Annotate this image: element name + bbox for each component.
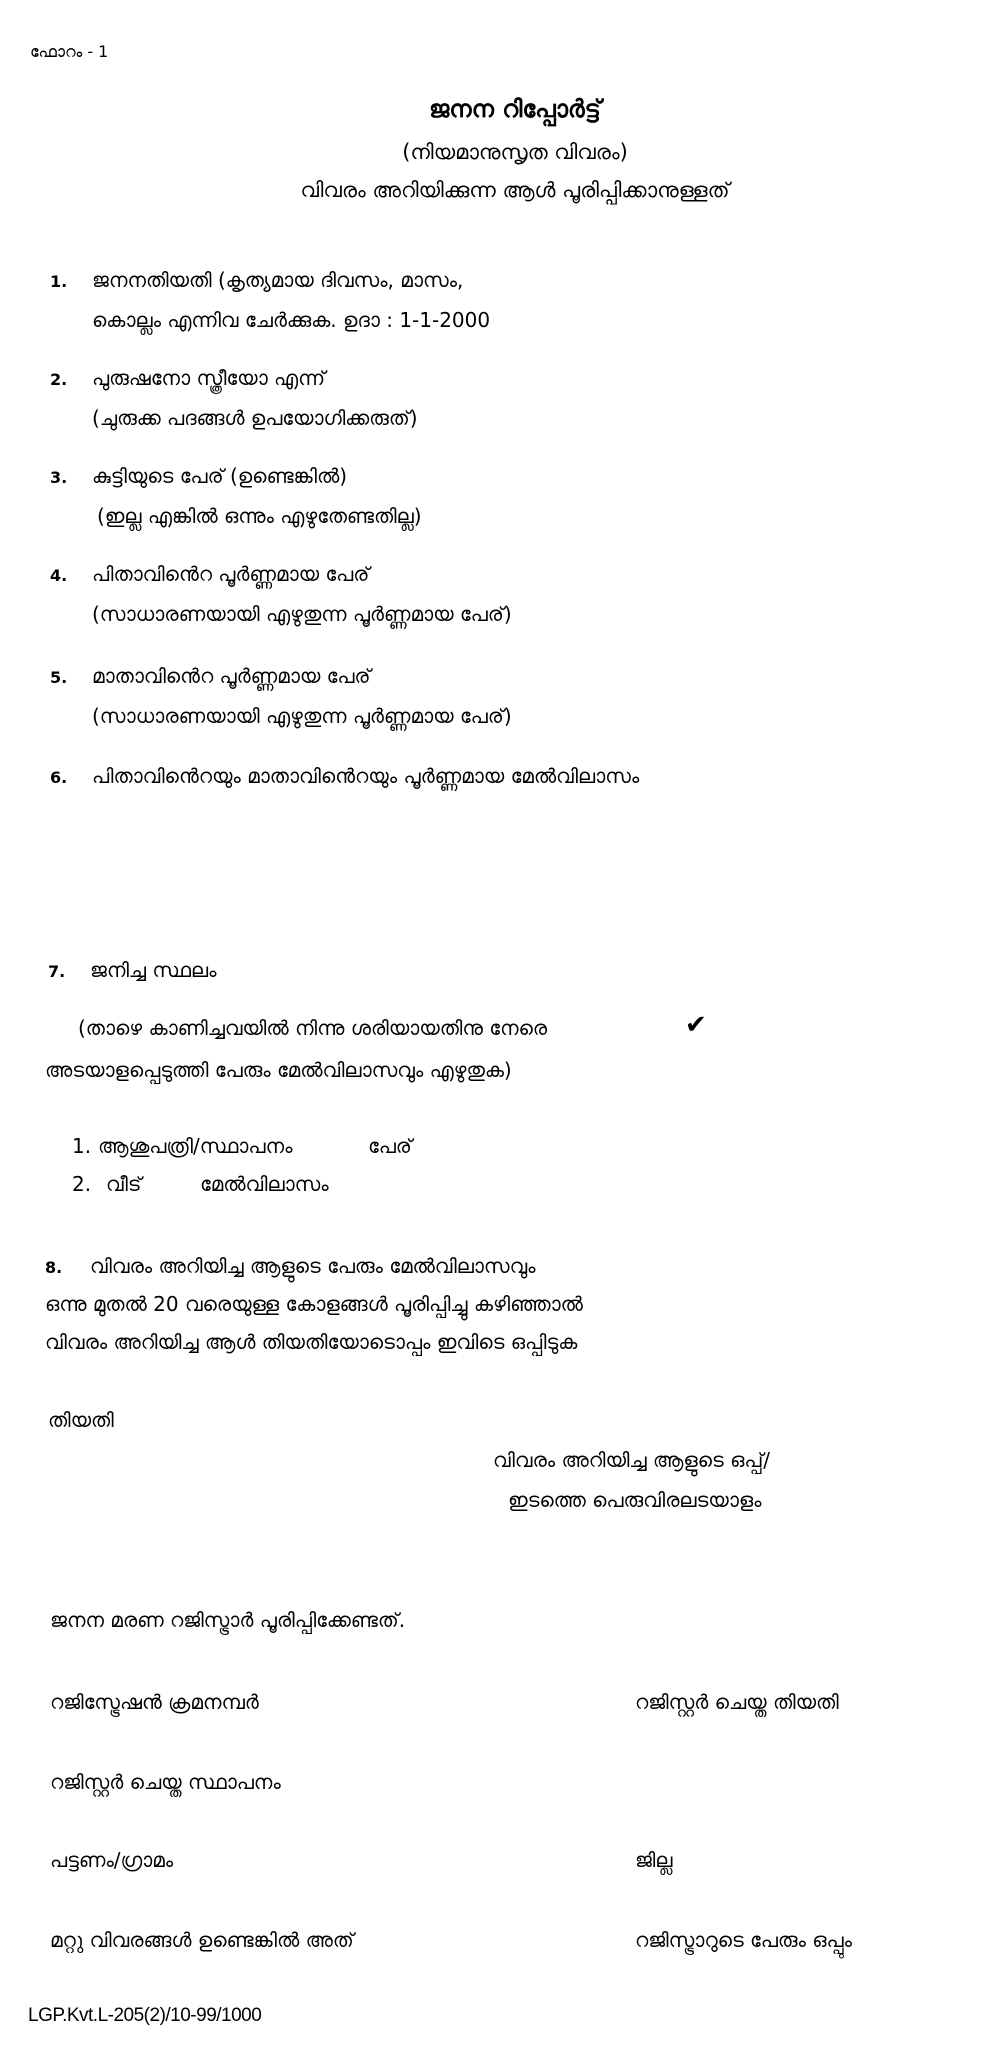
item-number: 3.	[50, 468, 68, 487]
item-number: 8.	[45, 1258, 63, 1277]
form-subtitle: (നിയമാനുസൃത വിവരം)	[402, 140, 628, 164]
item-line: പിതാവിൻെറയും മാതാവിൻെറയും പൂർണ്ണമായ മേൽവിലാസം	[92, 764, 640, 788]
item-number: 6.	[50, 768, 68, 787]
item-line: (സാധാരണയായി എഴുതുന്ന പൂർണ്ണമായ പേര്)	[92, 602, 512, 626]
instruction-line: (താഴെ കാണിച്ചവയിൽ നിന്നു ശരിയായതിനു നേരെ	[78, 1016, 548, 1040]
item-line: വിവരം അറിയിച്ച ആളുടെ പേരും മേൽവിലാസവും	[90, 1254, 536, 1278]
item-line: പുരുഷനോ സ്ത്രീയോ എന്ന്	[92, 366, 326, 390]
item-number: 1.	[50, 272, 68, 291]
item-line: പിതാവിൻെറ പൂർണ്ണമായ പേര്	[92, 562, 370, 586]
item-line: മാതാവിൻെറ പൂർണ്ണമായ പേര്	[92, 664, 371, 688]
item-line: (ചുരുക്ക പദങ്ങൾ ഉപയോഗിക്കരുത്)	[92, 406, 418, 430]
instruction-line: അടയാളപ്പെടുത്തി പേരും മേൽവിലാസവും എഴുതുക)	[45, 1058, 512, 1082]
item-number: 5.	[50, 668, 68, 687]
option-field: പേര്	[368, 1134, 412, 1158]
date-label: തിയതി	[48, 1408, 114, 1432]
footer-code: LGP.Kvt.L-205(2)/10-99/1000	[28, 2005, 262, 2026]
item-number: 4.	[50, 566, 68, 585]
form-title: ജനന റിപ്പോർട്ട്	[429, 95, 601, 123]
check-mark-icon: ✔	[685, 1010, 707, 1040]
option-label: ആശുപത്രി/സ്ഥാപനം	[98, 1134, 293, 1158]
item-line: വിവരം അറിയിച്ച ആൾ തിയതിയോടൊപ്പം ഇവിടെ ഒപ്പിടുക	[45, 1330, 578, 1354]
option-label: വീട്	[106, 1172, 142, 1196]
town-village-label: പട്ടണം/ഗ്രാമം	[50, 1848, 174, 1872]
informant-signature-label: വിവരം അറിയിച്ച ആളുടെ ഒപ്പ്/	[493, 1448, 770, 1472]
item-line: ഒന്നു മുതൽ 20 വരെയുള്ള കോളങ്ങൾ പൂരിപ്പിച്ചു കഴിഞ്ഞാൽ	[45, 1292, 583, 1316]
form-number: ഫോറം - 1	[30, 42, 109, 61]
registrar-signature-label: റജിസ്ട്രാറുടെ പേരും ഒപ്പും	[635, 1928, 852, 1952]
district-label: ജില്ല	[635, 1848, 673, 1872]
item-line: ജനിച്ച സ്ഥലം	[90, 958, 217, 982]
thumb-impression-label: ഇടത്തെ പെരുവിരലടയാളം	[508, 1488, 762, 1512]
registration-number-label: റജിസ്ട്രേഷൻ ക്രമനമ്പർ	[50, 1690, 259, 1714]
registration-date-label: റജിസ്റ്റർ ചെയ്ത തിയതി	[635, 1690, 839, 1714]
item-line: (സാധാരണയായി എഴുതുന്ന പൂർണ്ണമായ പേര്)	[92, 704, 512, 728]
option-number: 2.	[72, 1172, 92, 1196]
form-instruction: വിവരം അറിയിക്കുന്ന ആൾ പൂരിപ്പിക്കാനുള്ളത്	[300, 178, 730, 202]
item-line: കുട്ടിയുടെ പേര് (ഉണ്ടെങ്കിൽ)	[92, 464, 348, 488]
registrar-heading: ജനന മരണ റജിസ്ട്രാർ പൂരിപ്പിക്കേണ്ടത്.	[50, 1608, 406, 1632]
item-line: (ഇല്ല എങ്കിൽ ഒന്നും എഴുതേണ്ടതില്ല)	[97, 504, 422, 528]
item-number: 2.	[50, 370, 68, 389]
other-details-label: മറ്റു വിവരങ്ങൾ ഉണ്ടെങ്കിൽ അത്	[50, 1928, 354, 1952]
item-line: കൊല്ലം എന്നിവ ചേർക്കുക. ഉദാ : 1-1-2000	[92, 308, 491, 332]
option-field: മേൽവിലാസം	[200, 1172, 329, 1196]
option-number: 1.	[72, 1134, 92, 1158]
item-number: 7.	[48, 962, 66, 981]
item-line: ജനനതിയതി (കൃത്യമായ ദിവസം, മാസം,	[92, 268, 464, 292]
registered-institution-label: റജിസ്റ്റർ ചെയ്ത സ്ഥാപനം	[50, 1770, 281, 1794]
